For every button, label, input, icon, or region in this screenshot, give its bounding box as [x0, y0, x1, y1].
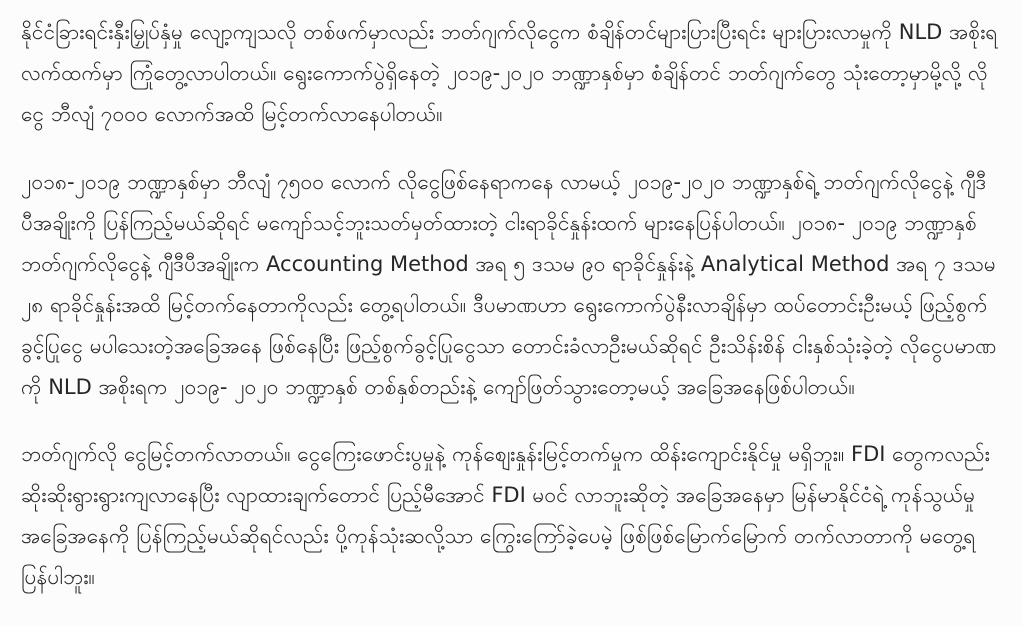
paragraph-budget-deficit-record: နိုင်ငံခြားရင်းနှီးမြှုပ်နှံမှု လျော့ကျသလို တစ်ဖက်မှာလည်း ဘတ်ဂျက်လိုငွေက စံချိန်တင်များပြားပြီးရင်း များပြားလာမှုကို NLD အစိုးရ လက်ထက်မှာ ကြုံတွေ့လာပါတယ်။ ရွေးကောက်ပွဲရှိနေတဲ့ ၂၀၁၉-၂၀၂၀ ဘဏ္ဍာနှစ်မှာ စံချိန်တင် ဘတ်ဂျက်တွေ သုံးတော့မှာမို့လို့ လိုငွေ ဘီလျံ ၇၀၀၀ လောက်အထိ မြင့်တက်လာနေပါတယ်။ [21, 20, 998, 126]
paragraph-deficit-gdp-ratio: ၂၀၁၈-၂၀၁၉ ဘဏ္ဍာနှစ်မှာ ဘီလျံ ၇၅၀၀ လောက် လိုငွေဖြစ်နေရာကနေ လာမယ့် ၂၀၁၉-၂၀၂၀ ဘဏ္ဍာနှစ်ရဲ့ ဘတ်ဂျက်လိုငွေနဲ့ ဂျီဒီပီအချိုးကို ပြန်ကြည့်မယ်ဆိုရင် မကျော်သင့်ဘူးသတ်မှတ်ထားတဲ့ ငါးရာခိုင်နှုန်းထက် များနေပြန်ပါတယ်။ ၂၀၁၈- ၂၀၁၉ ဘဏ္ဍာနှစ် ဘတ်ဂျက်လိုငွေနဲ့ ဂျီဒီပီအချိုးက Accounting Method အရ ၅ ဒသမ ၉၀ ရာခိုင်နှုန်းနဲ့ Analytical Method အရ ၇ ဒသမ ၂၈ ရာခိုင်နှုန်းအထိ မြင့်တက်နေတာကိုလည်း တွေ့ရပါတယ်။ ဒီပမာဏဟာ ရွေးကောက်ပွဲနီးလာချိန်မှာ ထပ်တောင်းဦးမယ့် ဖြည့်စွက်ခွင့်ပြုငွေ မပါသေးတဲ့အခြေအနေ ဖြစ်နေပြီး ဖြည့်စွက်ခွင့်ပြုငွေသာ တောင်းခံလာဦးမယ်ဆိုရင် ဦးသိန်းစိန် ငါးနှစ်သုံးခဲ့တဲ့ လိုငွေပမာဏကို NLD အစိုးရက ၂၀၁၉- ၂၀၂၀ ဘဏ္ဍာနှစ် တစ်နှစ်တည်းနဲ့ ကျော်ဖြတ်သွားတော့မယ့် အခြေအနေဖြစ်ပါတယ်။ [21, 169, 997, 399]
paragraph-inflation-fdi-trade: ဘတ်ဂျက်လို ငွေမြင့်တက်လာတယ်။ ငွေကြေးဖောင်းပွမှုနဲ့ ကုန်စျေးနှုန်းမြင့်တက်မှုက ထိန်းကျောင်းနိုင်မှု မရှိဘူး။ FDI တွေကလည်း ဆိုးဆိုးရွားရွားကျလာနေပြီး လျာထားချက်တောင် ပြည့်မီအောင် FDI မဝင် လာဘူးဆိုတဲ့ အခြေအနေမှာ မြန်မာနိုင်ငံရဲ့ ကုန်သွယ်မှုအခြေအနေကို ပြန်ကြည့်မယ်ဆိုရင်လည်း ပို့ကုန်သုံးဆလို့သာ ကြွေးကြော်ခဲ့ပေမဲ့ ဖြစ်ဖြစ်မြောက်မြောက် တက်လာတာကို မတွေ့ရပြန်ပါဘူး။ [21, 442, 990, 590]
